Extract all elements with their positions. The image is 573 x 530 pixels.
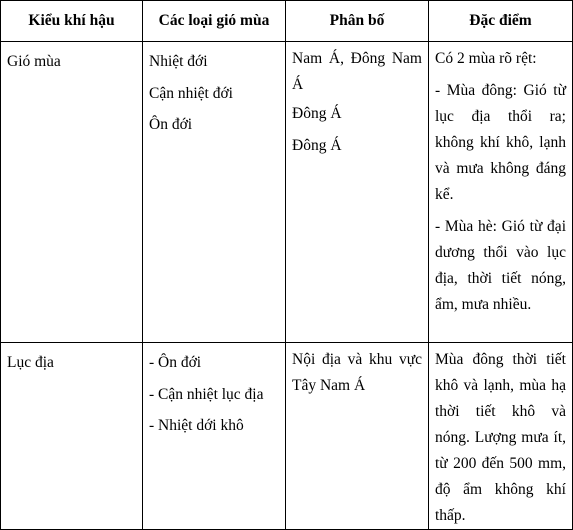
cell-distribution — [286, 42, 429, 343]
distribution-item: Nam Á, Đông Nam Á — [292, 50, 422, 93]
climate-type-label: Gió mùa — [7, 53, 61, 70]
cell-wind-types — [143, 42, 286, 343]
feature-paragraph: - Mùa đông: Gió từ lục địa thổi ra; không khí khô, lạnh và mưa không đáng kể. — [435, 82, 566, 203]
table-row — [1, 343, 573, 530]
table-header-row — [1, 1, 573, 42]
wind-type-item: Nhiệt đới — [149, 53, 208, 70]
distribution-item: Nội địa và khu vực Tây Nam Á — [292, 351, 422, 394]
wind-type-item: Ôn đới — [149, 116, 193, 133]
feature-paragraph: Có 2 mùa rõ rệt: — [435, 50, 537, 67]
cell-wind-types — [143, 343, 286, 530]
wind-type-item: Cận nhiệt đới — [149, 84, 233, 102]
header-distribution: Phân bố — [286, 1, 429, 42]
cell-climate-type — [1, 343, 143, 530]
table-row — [1, 42, 573, 343]
distribution-item: Đông Á — [292, 136, 342, 154]
header-wind-types: Các loại gió mùa — [143, 1, 286, 42]
wind-type-item: - Nhiệt dới khô — [149, 417, 244, 434]
cell-features — [429, 42, 573, 343]
header-features: Đặc điểm — [429, 1, 573, 42]
wind-type-item: - Ôn đới — [149, 354, 202, 371]
cell-distribution — [286, 343, 429, 530]
cell-features — [429, 343, 573, 530]
feature-paragraph: - Mùa hè: Gió từ đại dương thổi vào lục địa, thời tiết nóng, ẩm, mưa nhiều. — [435, 218, 566, 313]
header-climate-type: Kiểu khí hậu — [1, 1, 143, 42]
feature-paragraph: Mùa đông thời tiết khô và lạnh, mùa hạ thời tiết khô và nóng. Lượng mưa ít, từ 200 đến 500 mm, độ ẩm không khí thấp. — [435, 351, 566, 524]
distribution-item: Đông Á — [292, 105, 342, 122]
wind-type-item: - Cận nhiệt lục địa — [149, 385, 264, 403]
climate-type-label: Lục địa — [7, 354, 54, 371]
cell-climate-type — [1, 42, 143, 343]
